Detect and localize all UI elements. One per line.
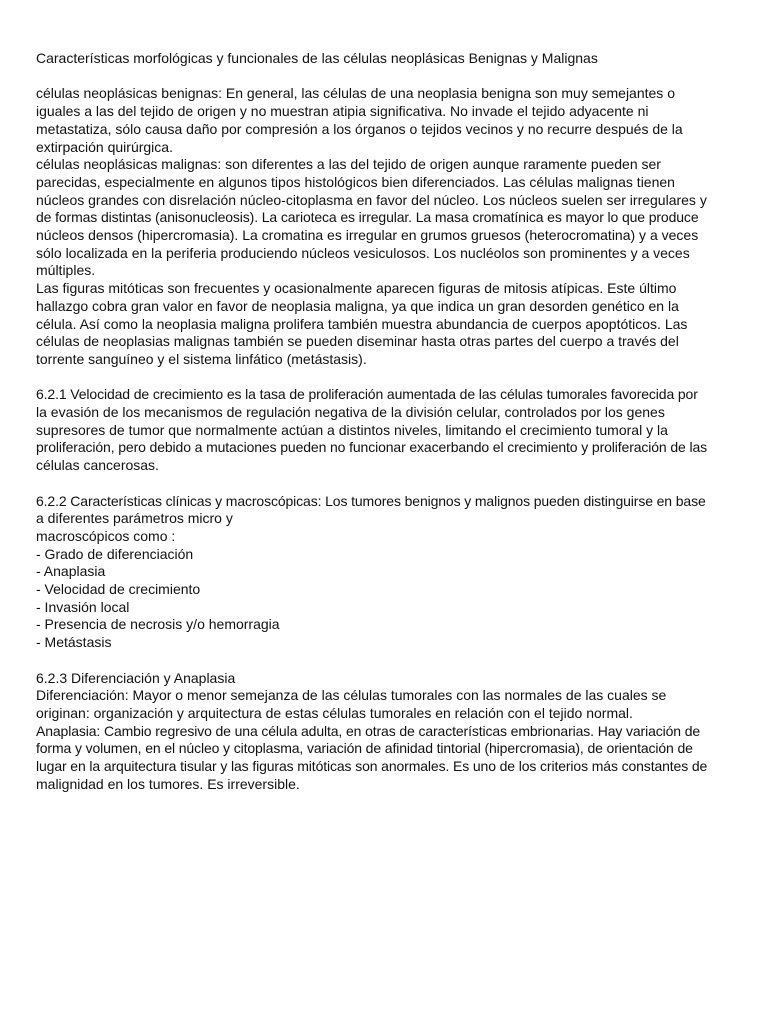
text-line: células de neoplasias malignas también se pueden diseminar hasta otras partes del cuerpo a través del bbox=[36, 333, 679, 350]
section-6-2-3 bbox=[36, 670, 733, 794]
paragraph-gap bbox=[36, 652, 733, 670]
section-6-2-2 bbox=[36, 493, 733, 652]
list-item: - Invasión local bbox=[36, 598, 130, 615]
section-6-2-1 bbox=[36, 386, 733, 475]
text-line: Las figuras mitóticas son frecuentes y ocasionalmente aparecen figuras de mitosis atípicas. Este último bbox=[36, 280, 677, 297]
text-line: originan: organización y arquitectura de estas células tumorales en relación con el tejido normal. bbox=[36, 704, 633, 721]
text-line: lugar en la arquitectura tisular y las figuras mitóticas son anormales. Es uno de los criterios más constantes de bbox=[36, 758, 708, 775]
text-line: sólo localizada en la periferia produciendo núcleos vesiculosos. Los nucléolos son prominentes y a veces bbox=[36, 244, 690, 261]
text-line: extirpación quirúrgica. bbox=[36, 138, 173, 155]
text-line: de formas distintas (anisonucleosis). La carioteca es irregular. La masa cromatínica es mayor lo que produce bbox=[36, 209, 699, 226]
list-item: - Presencia de necrosis y/o hemorragia bbox=[36, 616, 280, 633]
text-line: 6.2.1 Velocidad de crecimiento es la tasa de proliferación aumentada de las células tumorales favorecida por bbox=[36, 386, 698, 403]
text-line: macroscópicos como : bbox=[36, 527, 176, 544]
document-title bbox=[36, 50, 733, 68]
list-item: - Anaplasia bbox=[36, 563, 106, 580]
list-item: - Metástasis bbox=[36, 634, 112, 651]
text-line: forma y volumen, en el núcleo y citoplasma, variación de afinidad tintorial (hipercromasia), de orientación de bbox=[36, 740, 693, 757]
text-line: célula. Así como la neoplasia maligna prolifera también muestra abundancia de cuerpos apoptóticos. Las bbox=[36, 315, 688, 332]
text-line: a diferentes parámetros micro y bbox=[36, 510, 233, 527]
text-line: metastatiza, sólo causa daño por compresión a los órganos o tejidos vecinos y no recurre después de la bbox=[36, 120, 683, 137]
text-line: Diferenciación: Mayor o menor semejanza de las células tumorales con las normales de las cuales se bbox=[36, 687, 667, 704]
text-line: núcleos grandes con disrelación núcleo-citoplasma en favor del núcleo. Los núcleos suelen ser irregulares y bbox=[36, 191, 707, 208]
section-heading: 6.2.3 Diferenciación y Anaplasia bbox=[36, 669, 236, 686]
document-page bbox=[36, 50, 733, 793]
text-line: células neoplásicas benignas: En general, las células de una neoplasia benigna son muy semejantes o bbox=[36, 85, 675, 102]
text-line: torrente sanguíneo y el sistema linfático (metástasis). bbox=[36, 350, 367, 367]
list-item: - Grado de diferenciación bbox=[36, 545, 194, 562]
title-line: Características morfológicas y funcionales de las células neoplásicas Benignas y Malignas bbox=[36, 50, 598, 66]
text-line: parecidas, especialmente en algunos tipos histológicos bien diferenciados. Las células malignas tienen bbox=[36, 173, 675, 190]
text-line: supresores de tumor que normalmente actúan a distintos niveles, limitando el crecimiento tumoral y la bbox=[36, 421, 668, 438]
text-line: proliferación, pero debido a mutaciones pueden no funcionar exacerbando el crecimiento y proliferación de las bbox=[36, 439, 708, 456]
text-line: múltiples. bbox=[36, 262, 96, 279]
text-line: Anaplasia: Cambio regresivo de una célula adulta, en otras de características embrionarias. Hay variación de bbox=[36, 722, 701, 739]
text-line: células neoplásicas malignas: son diferentes a las del tejido de origen aunque raramente pueden ser bbox=[36, 156, 661, 173]
text-line: la evasión de los mecanismos de regulación negativa de la división celular, controlados por los genes bbox=[36, 404, 665, 421]
paragraph-gap bbox=[36, 369, 733, 387]
intro-paragraph bbox=[36, 85, 733, 368]
list-item: - Velocidad de crecimiento bbox=[36, 581, 201, 598]
text-line: malignidad en los tumores. Es irreversible. bbox=[36, 775, 300, 792]
paragraph-gap bbox=[36, 68, 733, 86]
text-line: células cancerosas. bbox=[36, 457, 159, 474]
paragraph-gap bbox=[36, 475, 733, 493]
text-line: iguales a las del tejido de origen y no muestran atipia significativa. No invade el tejido adyacente ni bbox=[36, 103, 649, 120]
text-line: 6.2.2 Características clínicas y macroscópicas: Los tumores benignos y malignos pueden distinguirse en base bbox=[36, 492, 706, 509]
text-line: núcleos densos (hipercromasia). La cromatina es irregular en grumos gruesos (heterocromatina) y a veces bbox=[36, 227, 699, 244]
text-line: hallazgo cobra gran valor en favor de neoplasia maligna, ya que indica un gran desorden genético en la bbox=[36, 297, 679, 314]
